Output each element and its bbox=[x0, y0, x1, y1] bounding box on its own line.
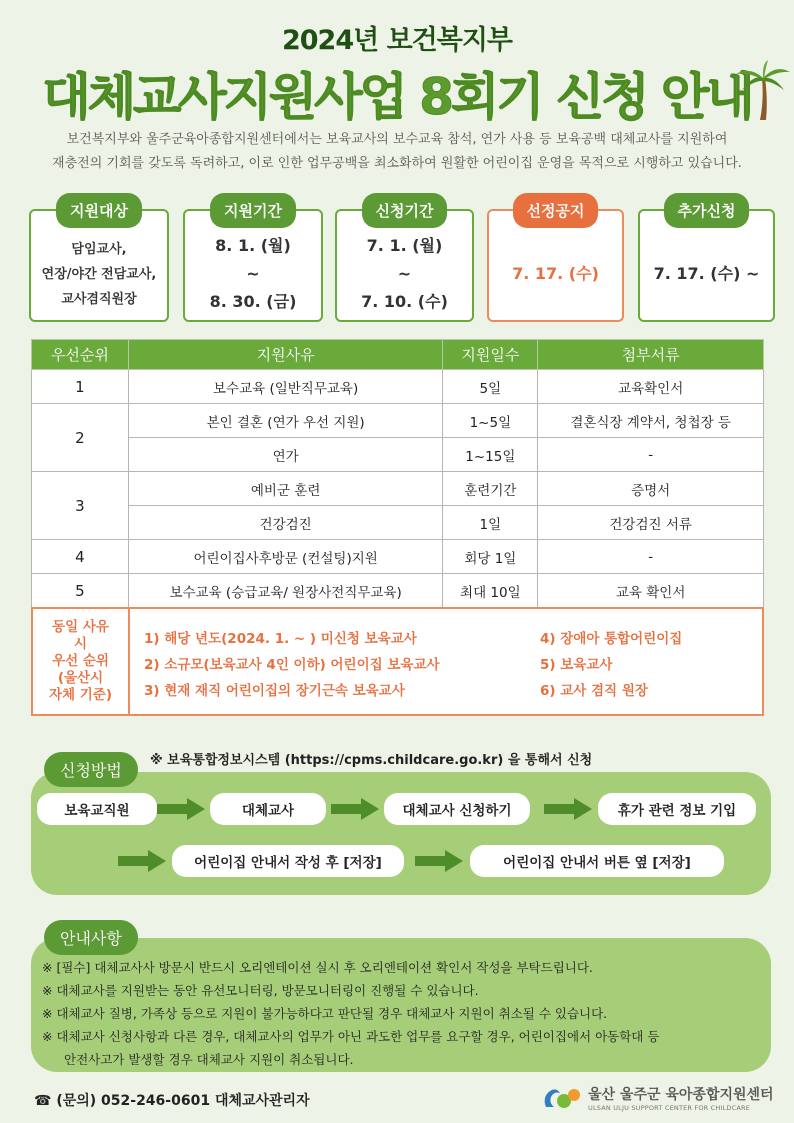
card-line: 담임교사, bbox=[71, 241, 127, 257]
logo-subtext: ULSAN ULJU SUPPORT CENTER FOR CHILDCARE bbox=[588, 1104, 751, 1112]
table-header: 지원사유 bbox=[128, 340, 443, 370]
notice-line: ※ 대체교사 신청사항과 다른 경우, 대체교사의 업무가 아닌 과도한 업무를 요구할 경우, 어린이집에서 아동학대 등 bbox=[42, 1029, 660, 1044]
intro-line: 보건복지부와 울주군육아종합지원센터에서는 보육교사의 보수교육 참석, 연가 사용 등 보육공백 대체교사를 지원하여 bbox=[66, 132, 728, 147]
card-line: ~ bbox=[397, 264, 412, 283]
priority-item: 2) 소규모(보육교사 4인 이하) 어린이집 보육교사 bbox=[144, 657, 440, 673]
cell-docs: 교육확인서 bbox=[538, 370, 764, 404]
label-line: 우선 순위 bbox=[52, 653, 109, 669]
cell-rank: 2 bbox=[32, 404, 129, 472]
card-body bbox=[337, 229, 472, 319]
method-note: ※ 보육통합정보시스템 (https://cpms.childcare.go.kr) 을 통해서 신청 bbox=[150, 753, 593, 768]
step-pill: 휴가 관련 정보 기입 bbox=[598, 793, 756, 825]
card-title: 신청기간 bbox=[362, 193, 448, 228]
card-additional-apply bbox=[638, 202, 775, 322]
same-reason-list bbox=[130, 609, 762, 714]
cell-days: 5일 bbox=[443, 370, 538, 404]
cell-days: 훈련기간 bbox=[443, 472, 538, 506]
table-header: 첨부서류 bbox=[538, 340, 764, 370]
priority-item: 3) 현재 재직 어린이집의 장기근속 보육교사 bbox=[144, 683, 405, 699]
same-reason-priority-box bbox=[31, 607, 764, 716]
notice-line: ※ 대체교사 질병, 가족상 등으로 지원이 불가능하다고 판단될 경우 대체교사 지원이 취소될 수 있습니다. bbox=[42, 1006, 608, 1021]
card-apply-period bbox=[335, 202, 474, 322]
arrow-right-icon bbox=[118, 850, 166, 872]
notice-line: ※ 대체교사를 지원받는 동안 유선모니터링, 방문모니터링이 진행될 수 있습니다. bbox=[42, 983, 479, 998]
cell-docs: 증명서 bbox=[538, 472, 764, 506]
table-row bbox=[32, 370, 764, 404]
notice-tab: 안내사항 bbox=[44, 920, 138, 955]
table-header: 지원일수 bbox=[443, 340, 538, 370]
card-body bbox=[489, 229, 622, 319]
cell-docs: 건강검진 서류 bbox=[538, 506, 764, 540]
cell-docs: - bbox=[538, 540, 764, 574]
table-row bbox=[32, 574, 764, 608]
cell-rank: 3 bbox=[32, 472, 129, 540]
intro-line: 재충전의 기회를 갖도록 독려하고, 이로 인한 업무공백을 최소화하여 원활한 어린이집 운영을 목적으로 시행하고 있습니다. bbox=[52, 156, 742, 171]
card-line: 교사겸직원장 bbox=[61, 291, 137, 307]
cell-rank: 1 bbox=[32, 370, 129, 404]
card-line: 7. 17. (수) ~ bbox=[653, 264, 760, 283]
same-reason-label bbox=[33, 609, 130, 714]
card-line: 7. 17. (수) bbox=[512, 264, 599, 283]
cell-reason: 보수교육 (일반직무교육) bbox=[128, 370, 443, 404]
palm-tree-icon bbox=[732, 60, 792, 122]
arrow-right-icon bbox=[331, 798, 379, 820]
card-support-period bbox=[183, 202, 323, 322]
notice-line: 안전사고가 발생할 경우 대체교사 지원이 취소됩니다. bbox=[64, 1052, 354, 1067]
step-pill: 어린이집 안내서 버튼 옆 [저장] bbox=[470, 845, 724, 877]
cell-docs: 결혼식장 계약서, 청첩장 등 bbox=[538, 404, 764, 438]
arrow-right-icon bbox=[544, 798, 592, 820]
center-logo-icon bbox=[540, 1083, 584, 1113]
center-logo bbox=[540, 1083, 774, 1113]
priority-item: 1) 해당 년도(2024. 1. ~ ) 미신청 보육교사 bbox=[144, 631, 417, 647]
cell-days: 1~5일 bbox=[443, 404, 538, 438]
arrow-right-icon bbox=[415, 850, 463, 872]
label-line: 시 bbox=[73, 636, 88, 652]
card-line: 7. 10. (수) bbox=[361, 292, 448, 311]
card-title: 지원대상 bbox=[56, 193, 142, 228]
label-line: 동일 사유 bbox=[52, 619, 109, 635]
card-body bbox=[31, 229, 167, 319]
cell-reason: 예비군 훈련 bbox=[128, 472, 443, 506]
cell-days: 1~15일 bbox=[443, 438, 538, 472]
header bbox=[0, 18, 794, 57]
step-pill: 대체교사 신청하기 bbox=[384, 793, 530, 825]
cell-reason: 연가 bbox=[128, 438, 443, 472]
main-title-row bbox=[0, 57, 794, 129]
step-pill: 대체교사 bbox=[210, 793, 326, 825]
cell-days: 최대 10일 bbox=[443, 574, 538, 608]
card-target bbox=[29, 202, 169, 322]
card-selection-notice bbox=[487, 202, 624, 322]
step-pill: 보육교직원 bbox=[37, 793, 157, 825]
year-title: 2024년 보건복지부 bbox=[281, 25, 513, 56]
cell-rank: 5 bbox=[32, 574, 129, 608]
card-title: 추가신청 bbox=[664, 193, 750, 228]
priority-table bbox=[31, 339, 764, 608]
cell-reason: 본인 결혼 (연가 우선 지원) bbox=[128, 404, 443, 438]
cell-reason: 건강검진 bbox=[128, 506, 443, 540]
table-row bbox=[32, 506, 764, 540]
card-title: 지원기간 bbox=[210, 193, 296, 228]
priority-item: 5) 보육교사 bbox=[540, 657, 613, 673]
card-line: ~ bbox=[246, 264, 260, 283]
label-line: 자체 기준) bbox=[48, 687, 113, 703]
step-pill: 어린이집 안내서 작성 후 [저장] bbox=[172, 845, 404, 877]
cell-docs: - bbox=[538, 438, 764, 472]
card-line: 7. 1. (월) bbox=[366, 236, 443, 255]
priority-item: 6) 교사 겸직 원장 bbox=[540, 683, 648, 699]
card-body bbox=[185, 229, 321, 319]
priority-item: 4) 장애아 통합어린이집 bbox=[540, 631, 683, 647]
contact-info: ☎ (문의) 052-246-0601 대체교사관리자 bbox=[34, 1093, 310, 1109]
cell-days: 1일 bbox=[443, 506, 538, 540]
card-line: 8. 1. (월) bbox=[215, 236, 291, 255]
cell-docs: 교육 확인서 bbox=[538, 574, 764, 608]
notice-line: ※ [필수] 대체교사사 방문시 반드시 오리엔테이션 실시 후 오리엔테이션 확인서 작성을 부탁드립니다. bbox=[42, 960, 593, 975]
table-row bbox=[32, 404, 764, 438]
main-title: 대체교사지원사업 8회기 신청 안내 bbox=[42, 68, 752, 126]
table-header-row bbox=[32, 340, 764, 370]
cell-rank: 4 bbox=[32, 540, 129, 574]
table-row bbox=[32, 438, 764, 472]
logo-text: 울산 울주군 육아종합지원센터 bbox=[588, 1087, 774, 1103]
table-row bbox=[32, 540, 764, 574]
arrow-right-icon bbox=[157, 798, 205, 820]
label-line: (울산시 bbox=[57, 670, 104, 686]
table-header: 우선순위 bbox=[32, 340, 129, 370]
table-row bbox=[32, 472, 764, 506]
card-body bbox=[640, 229, 773, 319]
card-line: 연장/야간 전담교사, bbox=[41, 266, 157, 282]
cell-days: 회당 1일 bbox=[443, 540, 538, 574]
intro-text bbox=[40, 128, 754, 176]
card-title: 선정공지 bbox=[513, 193, 599, 228]
method-tab: 신청방법 bbox=[44, 752, 138, 787]
card-line: 8. 30. (금) bbox=[209, 292, 297, 311]
cell-reason: 어린이집사후방문 (컨설팅)지원 bbox=[128, 540, 443, 574]
cell-reason: 보수교육 (승급교육/ 원장사전직무교육) bbox=[128, 574, 443, 608]
